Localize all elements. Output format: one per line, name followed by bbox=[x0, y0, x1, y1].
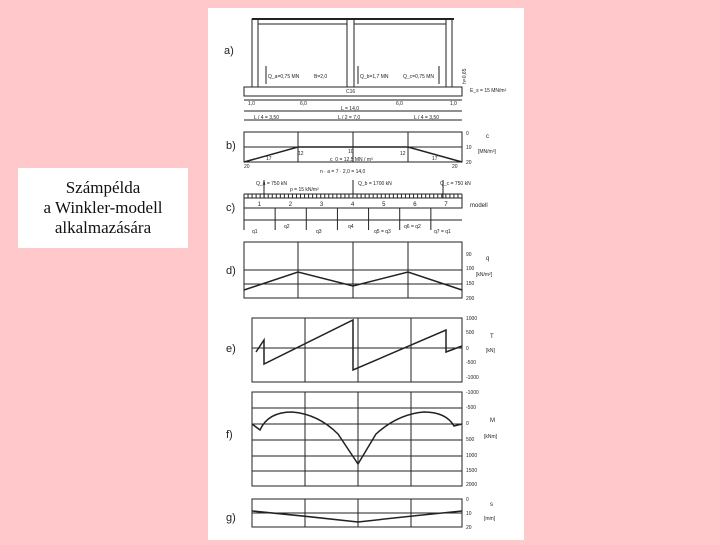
figure-sheet bbox=[208, 8, 524, 540]
b-val-7: 20 bbox=[452, 164, 458, 170]
panel-label-g: g) bbox=[226, 512, 236, 524]
b-val-3: 12 bbox=[298, 151, 304, 157]
f-tick-0: 0 bbox=[466, 421, 469, 427]
q-label: q4 bbox=[348, 224, 354, 230]
panel-label-a: a) bbox=[224, 45, 234, 57]
e-tick-0: 0 bbox=[466, 346, 469, 352]
d-tick-150: 150 bbox=[466, 281, 475, 287]
f-tick-2000: 2000 bbox=[466, 482, 478, 488]
length-label: L = 14,0 bbox=[341, 106, 360, 112]
f-tick-500: 500 bbox=[466, 437, 475, 443]
e-axis-label: T bbox=[490, 334, 494, 340]
c-load-c: Q_c = 750 kN bbox=[440, 181, 471, 187]
d-tick-90: 90 bbox=[466, 252, 472, 258]
panel-label-f: f) bbox=[226, 429, 233, 441]
dim-3: 6,0 bbox=[396, 101, 403, 107]
panel-label-c: c) bbox=[226, 202, 236, 214]
b-axis-unit: [MN/m³] bbox=[478, 149, 496, 155]
load-label-qb: Q_b=1,7 MN bbox=[360, 74, 389, 80]
b-tick-10: 10 bbox=[466, 145, 472, 151]
segment-number: 7 bbox=[444, 202, 448, 208]
d-tick-200: 200 bbox=[466, 296, 475, 302]
b-formula-2: n · a = 7 · 2,0 = 14,0 bbox=[320, 169, 366, 175]
f-tick-1000: 1000 bbox=[466, 453, 478, 459]
engineering-figure bbox=[208, 8, 524, 540]
e-axis-unit: [kN] bbox=[486, 348, 495, 354]
g-tick-20: 20 bbox=[466, 525, 472, 531]
g-axis-unit: [mm] bbox=[484, 516, 496, 522]
b-tick-20: 20 bbox=[466, 160, 472, 166]
title-line-1: Számpélda bbox=[65, 178, 141, 197]
dim-half: L / 2 = 7,0 bbox=[338, 115, 361, 121]
segment-number: 2 bbox=[288, 202, 293, 208]
c-load-b: Q_b = 1700 kN bbox=[358, 181, 392, 187]
f-axis-label: M bbox=[490, 418, 495, 424]
b-val-2: 17 bbox=[266, 156, 272, 162]
member-label: C16 bbox=[346, 89, 356, 95]
segment-number: 6 bbox=[413, 202, 417, 208]
panel-label-d: d) bbox=[226, 265, 236, 277]
panel-label-b: b) bbox=[226, 140, 236, 152]
e-tick-minus1000: -1000 bbox=[466, 375, 479, 381]
g-tick-10: 10 bbox=[466, 511, 472, 517]
segment-number: 3 bbox=[319, 202, 324, 208]
load-label-qc: Q_c=0,75 MN bbox=[403, 74, 434, 80]
c-load-a: Q_a = 750 kN bbox=[256, 181, 287, 187]
title-line-3: alkalmazására bbox=[54, 218, 152, 237]
panel-label-e: e) bbox=[226, 343, 236, 355]
dim-quarter-left: L / 4 = 3,50 bbox=[254, 115, 279, 121]
b-axis-label: c bbox=[486, 134, 489, 140]
title-line-2: a Winkler-modell bbox=[43, 198, 163, 217]
segment-number: 5 bbox=[382, 202, 386, 208]
f-axis-unit: [kNm] bbox=[484, 434, 498, 440]
dim-1: 1,0 bbox=[248, 101, 255, 107]
e-tick-1000: 1000 bbox=[466, 316, 478, 322]
e-tick-500: 500 bbox=[466, 330, 475, 336]
e-tick-minus500: -500 bbox=[466, 360, 477, 366]
b-val-4: 10 bbox=[348, 149, 354, 155]
dim-4: 1,0 bbox=[450, 101, 457, 107]
q-label: q1 bbox=[252, 229, 258, 235]
q-label: q5 = q3 bbox=[374, 229, 391, 235]
dim-quarter-right: L / 4 = 3,50 bbox=[414, 115, 439, 121]
title-box bbox=[18, 168, 188, 248]
load-label-qa: Q_a=0,75 MN bbox=[268, 74, 300, 80]
thickness-label: h=0,65 bbox=[462, 68, 468, 84]
d-axis-unit: [kN/m²] bbox=[476, 272, 493, 278]
f-tick-minus500: -500 bbox=[466, 405, 477, 411]
g-tick-0: 0 bbox=[466, 497, 469, 503]
b-val-1: 20 bbox=[244, 164, 250, 170]
q-label: q7 = q1 bbox=[434, 229, 451, 235]
segment-number: 4 bbox=[351, 202, 355, 208]
dim-2: 6,0 bbox=[300, 101, 307, 107]
f-tick-minus1000: -1000 bbox=[466, 390, 479, 396]
b-val-5: 12 bbox=[400, 151, 406, 157]
segment-number: 1 bbox=[257, 202, 261, 208]
b-formula-1: c_0 = 12,5 MN / m³ bbox=[330, 157, 373, 163]
q-label: q2 bbox=[284, 224, 290, 230]
load-label-b: B=2,0 bbox=[314, 74, 328, 80]
q-label: q6 = q2 bbox=[404, 224, 421, 230]
f-tick-1500: 1500 bbox=[466, 468, 478, 474]
g-axis-label: s bbox=[490, 502, 493, 508]
q-label: q3 bbox=[316, 229, 322, 235]
c-pressure: p = 15 kN/m² bbox=[290, 187, 319, 193]
soil-modulus-label: E_s = 15 MN/m² bbox=[470, 88, 507, 94]
d-tick-100: 100 bbox=[466, 266, 475, 272]
b-tick-0: 0 bbox=[466, 131, 469, 137]
c-model-label: modell bbox=[470, 203, 488, 209]
d-axis-label: q bbox=[486, 256, 490, 262]
b-val-6: 17 bbox=[432, 156, 438, 162]
